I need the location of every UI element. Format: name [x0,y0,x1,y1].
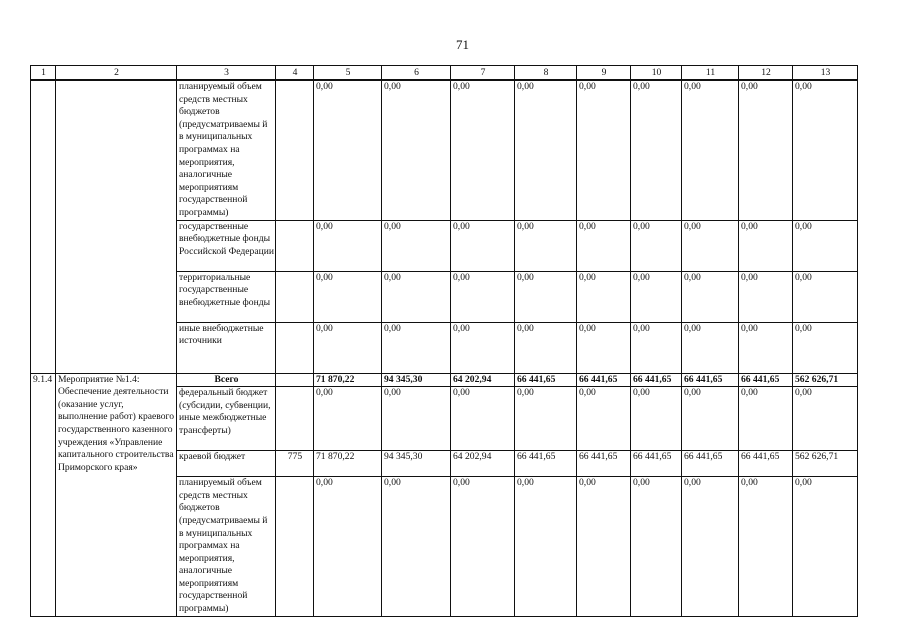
value-cell: 0,00 [631,477,682,617]
value-cell: 0,00 [314,220,382,271]
column-header: 2 [56,66,177,81]
value-cell: 0,00 [577,271,631,322]
value-cell: 0,00 [382,477,451,617]
page-number: 71 [456,37,469,52]
code-cell [276,387,314,451]
value-cell: 0,00 [451,322,515,373]
column-header: 7 [451,66,515,81]
value-cell: 0,00 [793,322,858,373]
value-cell: 0,00 [577,387,631,451]
value-cell: 66 441,65 [682,451,739,477]
funding-source-cell: государственные внебюджетные фонды Российской Федерации [177,220,276,271]
value-cell: 0,00 [739,271,793,322]
value-cell: 0,00 [682,80,739,220]
value-cell: 0,00 [515,80,577,220]
funding-source-cell: планируемый объем средств местных бюджетов (предусматриваемы й в муниципальных программах на мероприятия, аналогичные мероприятиям государственной программы) [177,80,276,220]
value-cell: 0,00 [577,80,631,220]
value-cell: 94 345,30 [382,373,451,387]
value-cell: 0,00 [314,271,382,322]
code-cell [276,80,314,220]
value-cell: 0,00 [577,477,631,617]
value-cell: 0,00 [793,80,858,220]
code-cell [276,373,314,387]
value-cell: 0,00 [739,220,793,271]
value-cell: 0,00 [682,477,739,617]
column-header: 12 [739,66,793,81]
code-cell [276,220,314,271]
value-cell: 0,00 [515,322,577,373]
funding-source-cell: краевой бюджет [177,451,276,477]
value-cell: 0,00 [793,477,858,617]
code-cell [276,477,314,617]
column-header: 11 [682,66,739,81]
value-cell: 66 441,65 [577,373,631,387]
value-cell: 0,00 [682,322,739,373]
value-cell: 0,00 [631,387,682,451]
code-cell [276,322,314,373]
value-cell: 0,00 [515,387,577,451]
value-cell: 0,00 [451,80,515,220]
column-header: 10 [631,66,682,81]
value-cell: 0,00 [682,271,739,322]
value-cell: 66 441,65 [739,373,793,387]
value-cell: 0,00 [515,220,577,271]
value-cell: 0,00 [631,220,682,271]
value-cell: 0,00 [739,477,793,617]
funding-source-cell: Всего [177,373,276,387]
value-cell: 0,00 [682,220,739,271]
column-header: 4 [276,66,314,81]
value-cell: 0,00 [382,387,451,451]
value-cell: 0,00 [631,80,682,220]
event-name-cell [56,80,177,373]
budget-table [30,65,858,617]
value-cell: 66 441,65 [515,451,577,477]
column-header: 13 [793,66,858,81]
event-number-cell: 9.1.4 [31,373,56,616]
value-cell: 66 441,65 [577,451,631,477]
value-cell: 0,00 [793,220,858,271]
column-header: 5 [314,66,382,81]
row-number-cell [31,80,56,373]
column-header: 3 [177,66,276,81]
value-cell: 0,00 [314,322,382,373]
funding-source-cell: федеральный бюджет (субсидии, субвенции, иные межбюджетные трансферты) [177,387,276,451]
value-cell: 0,00 [451,271,515,322]
value-cell: 0,00 [382,80,451,220]
value-cell: 0,00 [314,80,382,220]
value-cell: 0,00 [631,271,682,322]
value-cell: 0,00 [382,271,451,322]
value-cell: 71 870,22 [314,451,382,477]
value-cell: 562 626,71 [793,373,858,387]
value-cell: 0,00 [451,220,515,271]
value-cell: 64 202,94 [451,451,515,477]
column-header: 1 [31,66,56,81]
event-name-cell: Мероприятие №1.4: Обеспечение деятельности (оказание услуг, выполнение работ) краевого государственного казенного учреждения «Управление капитального строительства Приморского края» [56,373,177,616]
value-cell: 0,00 [451,477,515,617]
value-cell: 66 441,65 [515,373,577,387]
value-cell: 0,00 [577,322,631,373]
value-cell: 562 626,71 [793,451,858,477]
column-header: 9 [577,66,631,81]
value-cell: 66 441,65 [631,373,682,387]
column-header: 8 [515,66,577,81]
value-cell: 0,00 [682,387,739,451]
value-cell: 66 441,65 [739,451,793,477]
code-cell: 775 [276,451,314,477]
value-cell: 0,00 [314,477,382,617]
value-cell: 0,00 [739,322,793,373]
value-cell: 0,00 [451,387,515,451]
value-cell: 64 202,94 [451,373,515,387]
value-cell: 0,00 [739,80,793,220]
value-cell: 66 441,65 [682,373,739,387]
value-cell: 0,00 [739,387,793,451]
total-row [31,373,858,387]
header-row [31,66,858,81]
value-cell: 94 345,30 [382,451,451,477]
table-row [31,80,858,220]
value-cell: 0,00 [382,322,451,373]
value-cell: 0,00 [577,220,631,271]
funding-source-cell: иные внебюджетные источники [177,322,276,373]
value-cell: 0,00 [515,477,577,617]
value-cell: 0,00 [515,271,577,322]
column-header: 6 [382,66,451,81]
funding-source-cell: территориальные государственные внебюджетные фонды [177,271,276,322]
value-cell: 0,00 [631,322,682,373]
value-cell: 0,00 [793,387,858,451]
value-cell: 0,00 [382,220,451,271]
code-cell [276,271,314,322]
value-cell: 0,00 [793,271,858,322]
value-cell: 0,00 [314,387,382,451]
value-cell: 71 870,22 [314,373,382,387]
funding-source-cell: планируемый объем средств местных бюджетов (предусматриваемы й в муниципальных программах на мероприятия, аналогичные мероприятиям государственной программы) [177,477,276,617]
value-cell: 66 441,65 [631,451,682,477]
